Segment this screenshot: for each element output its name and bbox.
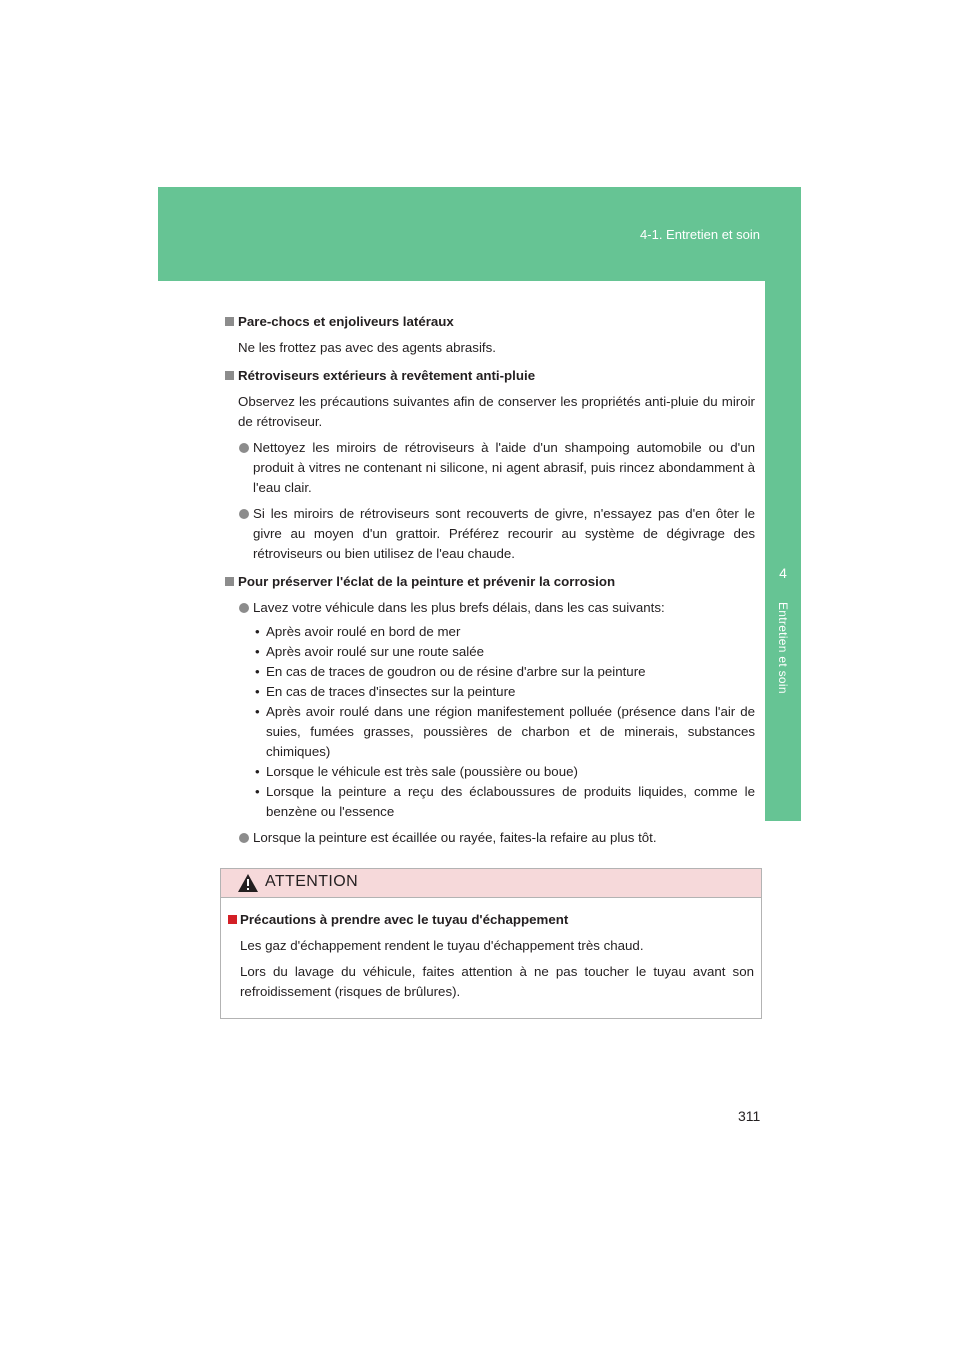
list-item: Nettoyez les miroirs de rétroviseurs à l'aide d'un shampoing automobile ou d'un produit à vitres ne contenant ni silicone, ni agent abrasif, puis rincez abondamment à l'eau clair. xyxy=(225,438,755,498)
circle-bullet-icon xyxy=(239,833,249,843)
sub-list xyxy=(225,622,755,822)
list-item: Si les miroirs de rétroviseurs sont recouverts de givre, n'essayez pas d'en ôter le givre au moyen d'un grattoir. Préférez recourir au système de dégivrage des rétroviseurs ou bien utilisez de l'eau chaude. xyxy=(225,504,755,564)
section-text: Observez les précautions suivantes afin de conserver les propriétés anti-pluie du miroir de rétroviseur. xyxy=(238,394,755,429)
warning-text: Les gaz d'échappement rendent le tuyau d'échappement très chaud. xyxy=(240,938,644,953)
section-heading: Pare-chocs et enjoliveurs latéraux xyxy=(225,312,755,332)
section-heading: Rétroviseurs extérieurs à revêtement anti-pluie xyxy=(225,366,755,386)
page-number: 311 xyxy=(738,1108,761,1124)
circle-bullet-icon xyxy=(239,509,249,519)
warning-title: Précautions à prendre avec le tuyau d'échappement xyxy=(228,910,754,930)
chapter-label: Entretien et soin xyxy=(776,602,790,694)
section-text: Ne les frottez pas avec des agents abrasifs. xyxy=(238,340,496,355)
warning-header xyxy=(221,869,761,898)
section-heading: Pour préserver l'éclat de la peinture et prévenir la corrosion xyxy=(225,572,755,592)
list-item: Lavez votre véhicule dans les plus brefs délais, dans les cas suivants: xyxy=(225,598,755,618)
sub-list-item: • Lorsque la peinture a reçu des éclaboussures de produits liquides, comme le benzène ou l'essence xyxy=(255,784,755,819)
warning-body xyxy=(221,898,761,1002)
chapter-number: 4 xyxy=(779,565,787,581)
sub-list-item: • En cas de traces de goudron ou de résine d'arbre sur la peinture xyxy=(255,664,646,679)
warning-triangle-icon xyxy=(237,873,259,898)
sub-list-item: • Après avoir roulé dans une région manifestement polluée (présence dans l'air de suies, fumées grasses, poussières de charbon et de minerais, substances chimiques) xyxy=(255,704,755,759)
main-content xyxy=(225,308,755,848)
red-square-icon xyxy=(228,915,237,924)
sub-list-item: • Après avoir roulé sur une route salée xyxy=(255,644,485,659)
header-band xyxy=(158,187,801,281)
square-bullet-icon xyxy=(225,317,234,326)
sub-list-item: • En cas de traces d'insectes sur la peinture xyxy=(255,684,516,699)
circle-bullet-icon xyxy=(239,443,249,453)
circle-bullet-icon xyxy=(239,603,249,613)
section-title: 4-1. Entretien et soin xyxy=(640,227,760,242)
sub-list-item: • Après avoir roulé en bord de mer xyxy=(255,624,461,639)
sub-list-item: • Lorsque le véhicule est très sale (poussière ou boue) xyxy=(255,764,578,779)
warning-label: ATTENTION xyxy=(265,873,359,890)
square-bullet-icon xyxy=(225,577,234,586)
warning-box xyxy=(220,868,762,1019)
square-bullet-icon xyxy=(225,371,234,380)
list-item: Lorsque la peinture est écaillée ou rayée, faites-la refaire au plus tôt. xyxy=(225,828,755,848)
warning-text: Lors du lavage du véhicule, faites attention à ne pas toucher le tuyau avant son refroidissement (risques de brûlures). xyxy=(240,964,754,999)
